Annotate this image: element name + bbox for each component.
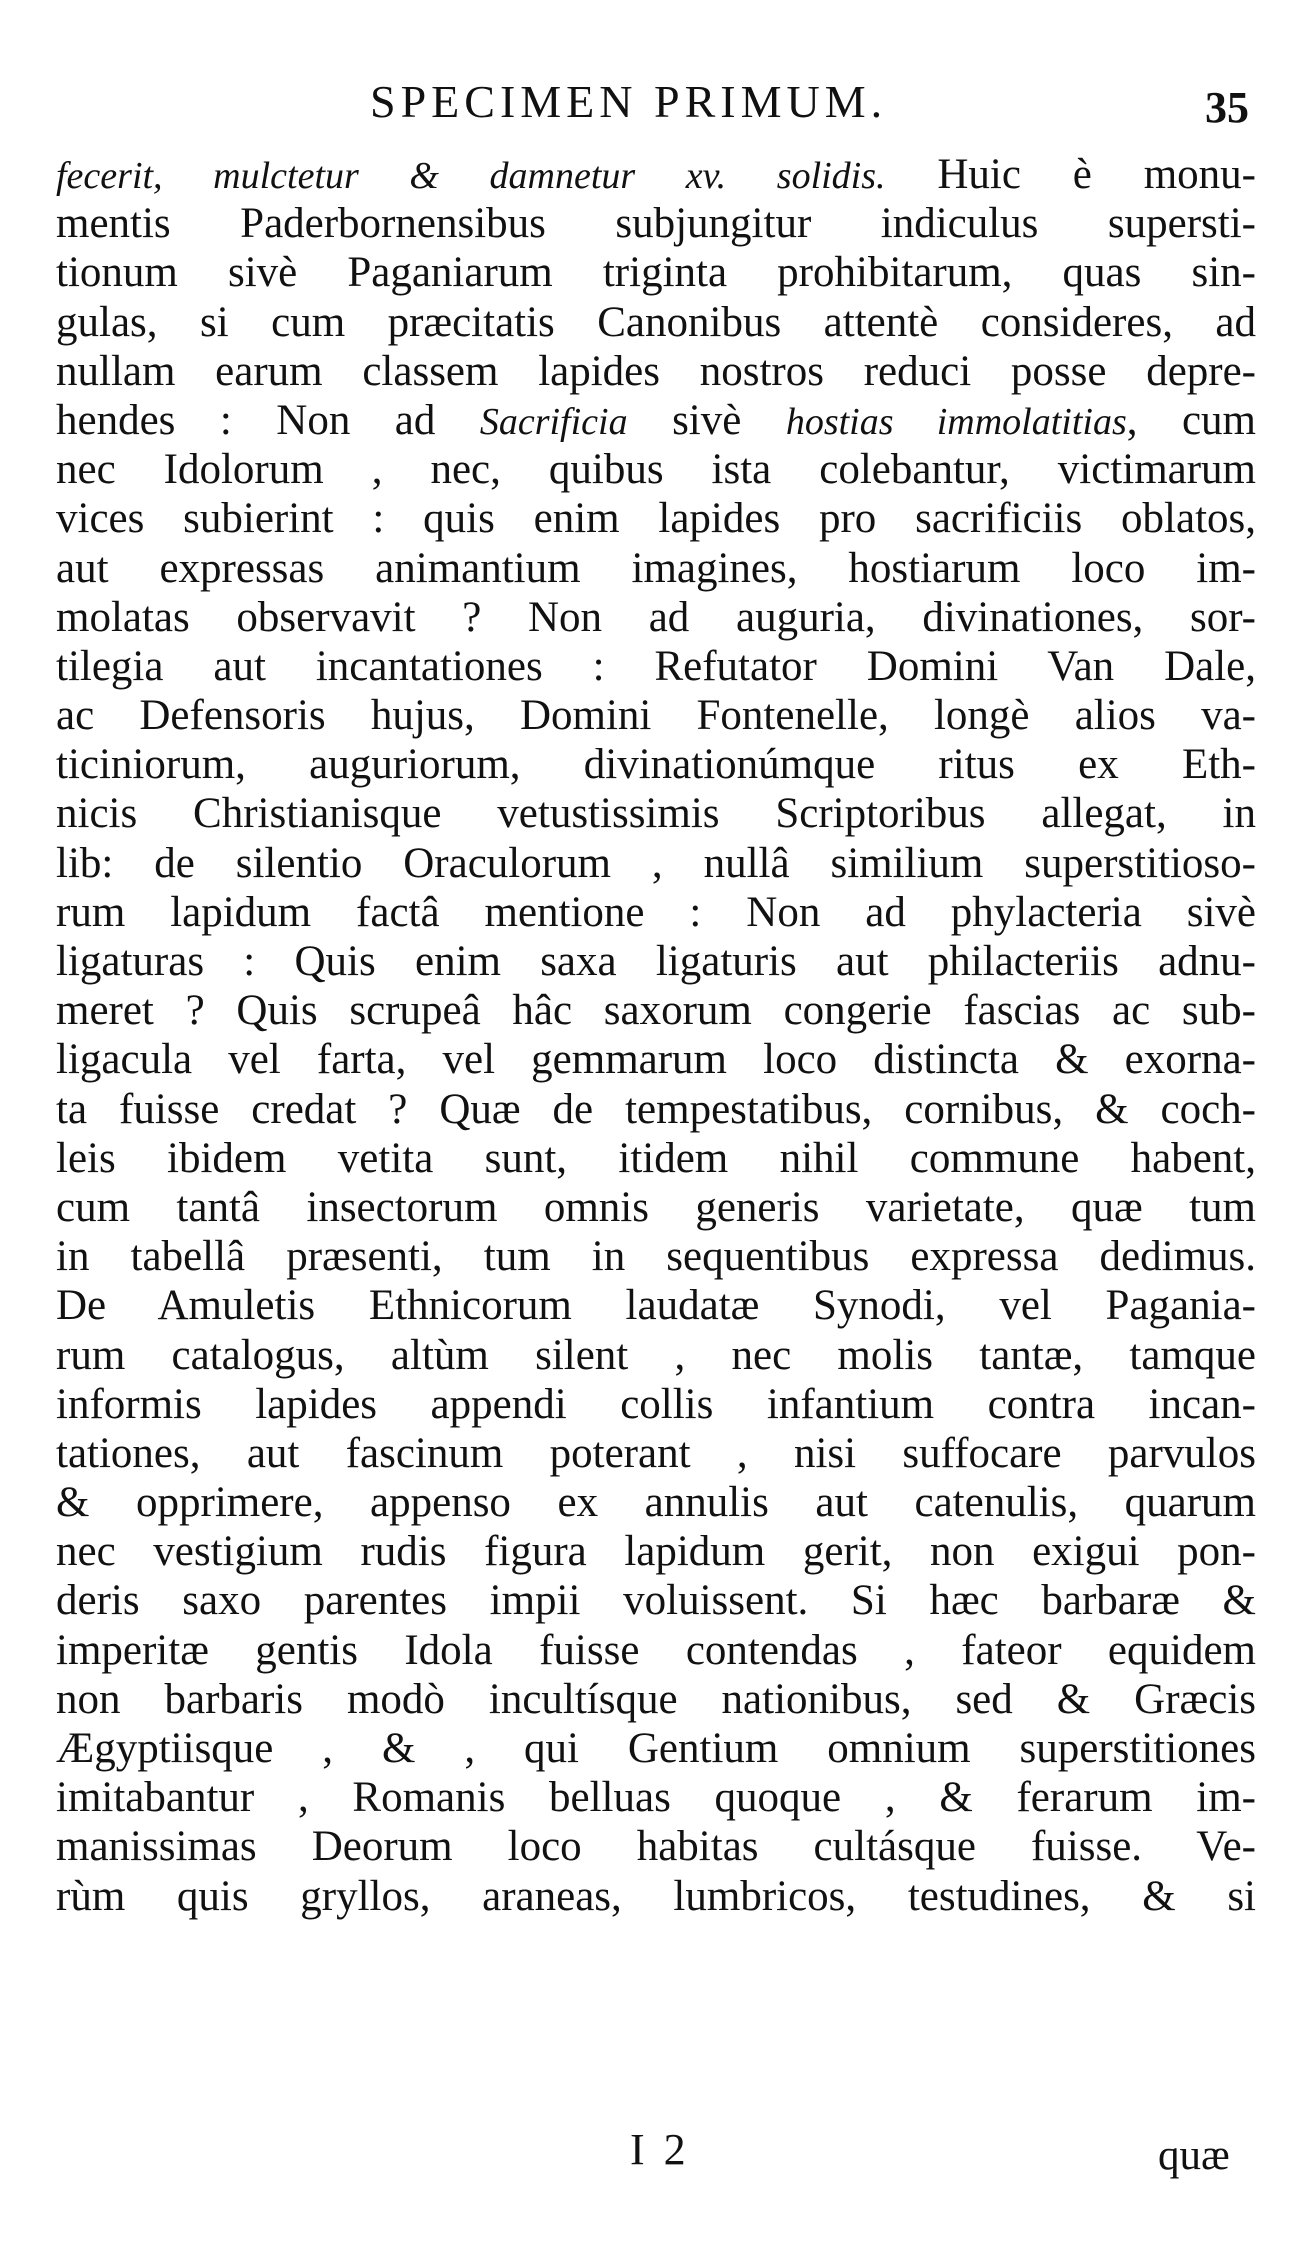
text-line: nicis Christianisque vetustissimis Scriptoribus allegat, in	[56, 790, 1256, 838]
text-line: ligaturas : Quis enim saxa ligaturis aut philacteriis adnu-	[56, 938, 1256, 985]
text-segment: sivè	[627, 396, 786, 444]
text-line: tilegia aut incantationes : Refutator Domini Van Dale,	[56, 642, 1256, 690]
text-segment: , cum	[1126, 396, 1256, 444]
italic-phrase: fecerit, mulctetur & damnetur xv. solidis.	[56, 155, 886, 197]
text-line: tationes, aut fascinum poterant , nisi suffocare parvulos	[56, 1429, 1256, 1477]
text-line: rum catalogus, altùm silent , nec molis tantæ, tamque	[56, 1331, 1256, 1379]
italic-phrase: hostias immolatitias	[785, 400, 1127, 443]
text-line: nec Idolorum , nec, quibus ista colebantur, victimarum	[56, 446, 1256, 494]
text-line: ta fuisse credat ? Quæ de tempestatibus, cornibus, & coch-	[56, 1085, 1256, 1133]
text-line	[56, 150, 1256, 199]
text-line: informis lapides appendi collis infantium contra incan-	[56, 1380, 1256, 1428]
text-line: nullam earum classem lapides nostros reduci posse depre-	[56, 347, 1256, 395]
text-line: vices subierint : quis enim lapides pro sacrificiis oblatos,	[56, 495, 1256, 543]
text-line: manissimas Deorum loco habitas cultásque fuisse. Ve-	[56, 1823, 1256, 1871]
page-number: 35	[1205, 83, 1249, 132]
text-line: imperitæ gentis Idola fuisse contendas , fateor equidem	[56, 1626, 1256, 1674]
text-line: aut expressas animantium imagines, hostiarum loco im-	[56, 544, 1256, 592]
text-line: gulas, si cum præcitatis Canonibus attentè consideres, ad	[56, 298, 1256, 346]
catchword: quæ	[1158, 2132, 1230, 2179]
text-line: mentis Paderbornensibus subjungitur indiculus supersti-	[56, 200, 1256, 248]
text-line	[56, 396, 1256, 445]
text-line: leis ibidem vetita sunt, itidem nihil commune habent,	[56, 1134, 1256, 1182]
text-line: lib: de silentio Oraculorum , nullâ similium superstitioso-	[56, 839, 1256, 887]
text-line: nec vestigium rudis figura lapidum gerit, non exigui pon-	[56, 1528, 1256, 1576]
text-segment: hendes : Non ad	[56, 396, 480, 444]
text-line: rùm quis gryllos, araneas, lumbricos, testudines, & si	[56, 1872, 1256, 1920]
text-line: deris saxo parentes impii voluissent. Si hæc barbaræ &	[56, 1577, 1256, 1625]
text-line: in tabellâ præsenti, tum in sequentibus expressa dedimus.	[56, 1233, 1256, 1281]
text-line: ticiniorum, auguriorum, divinationúmque ritus ex Eth-	[56, 741, 1256, 789]
text-line: tionum sivè Paganiarum triginta prohibitarum, quas sin-	[56, 249, 1256, 297]
page-footer	[0, 2120, 1316, 2180]
page-header	[0, 72, 1316, 132]
signature-mark: I 2	[630, 2125, 690, 2174]
text-line: meret ? Quis scrupeâ hâc saxorum congerie fascias ac sub-	[56, 987, 1256, 1035]
text-line: & opprimere, appenso ex annulis aut catenulis, quarum	[56, 1479, 1256, 1527]
text-line: imitabantur , Romanis belluas quoque , & ferarum im-	[56, 1774, 1256, 1822]
body-text	[56, 150, 1256, 1921]
text-line: non barbaris modò incultísque nationibus, sed & Græcis	[56, 1675, 1256, 1723]
text-line: Ægyptiisque , & , qui Gentium omnium superstitiones	[56, 1725, 1256, 1772]
running-title: SPECIMEN PRIMUM.	[370, 76, 888, 127]
italic-phrase: Sacrificia	[479, 400, 628, 443]
text-line: molatas observavit ? Non ad auguria, divinationes, sor-	[56, 593, 1256, 641]
text-line: De Amuletis Ethnicorum laudatæ Synodi, vel Pagania-	[56, 1282, 1256, 1330]
text-segment: Huic è monu-	[937, 151, 1256, 198]
text-line: cum tantâ insectorum omnis generis varietate, quæ tum	[56, 1183, 1256, 1231]
text-line: ac Defensoris hujus, Domini Fontenelle, longè alios va-	[56, 692, 1256, 740]
text-line: rum lapidum factâ mentione : Non ad phylacteria sivè	[56, 888, 1256, 936]
text-line: ligacula vel farta, vel gemmarum loco distincta & exorna-	[56, 1036, 1256, 1084]
